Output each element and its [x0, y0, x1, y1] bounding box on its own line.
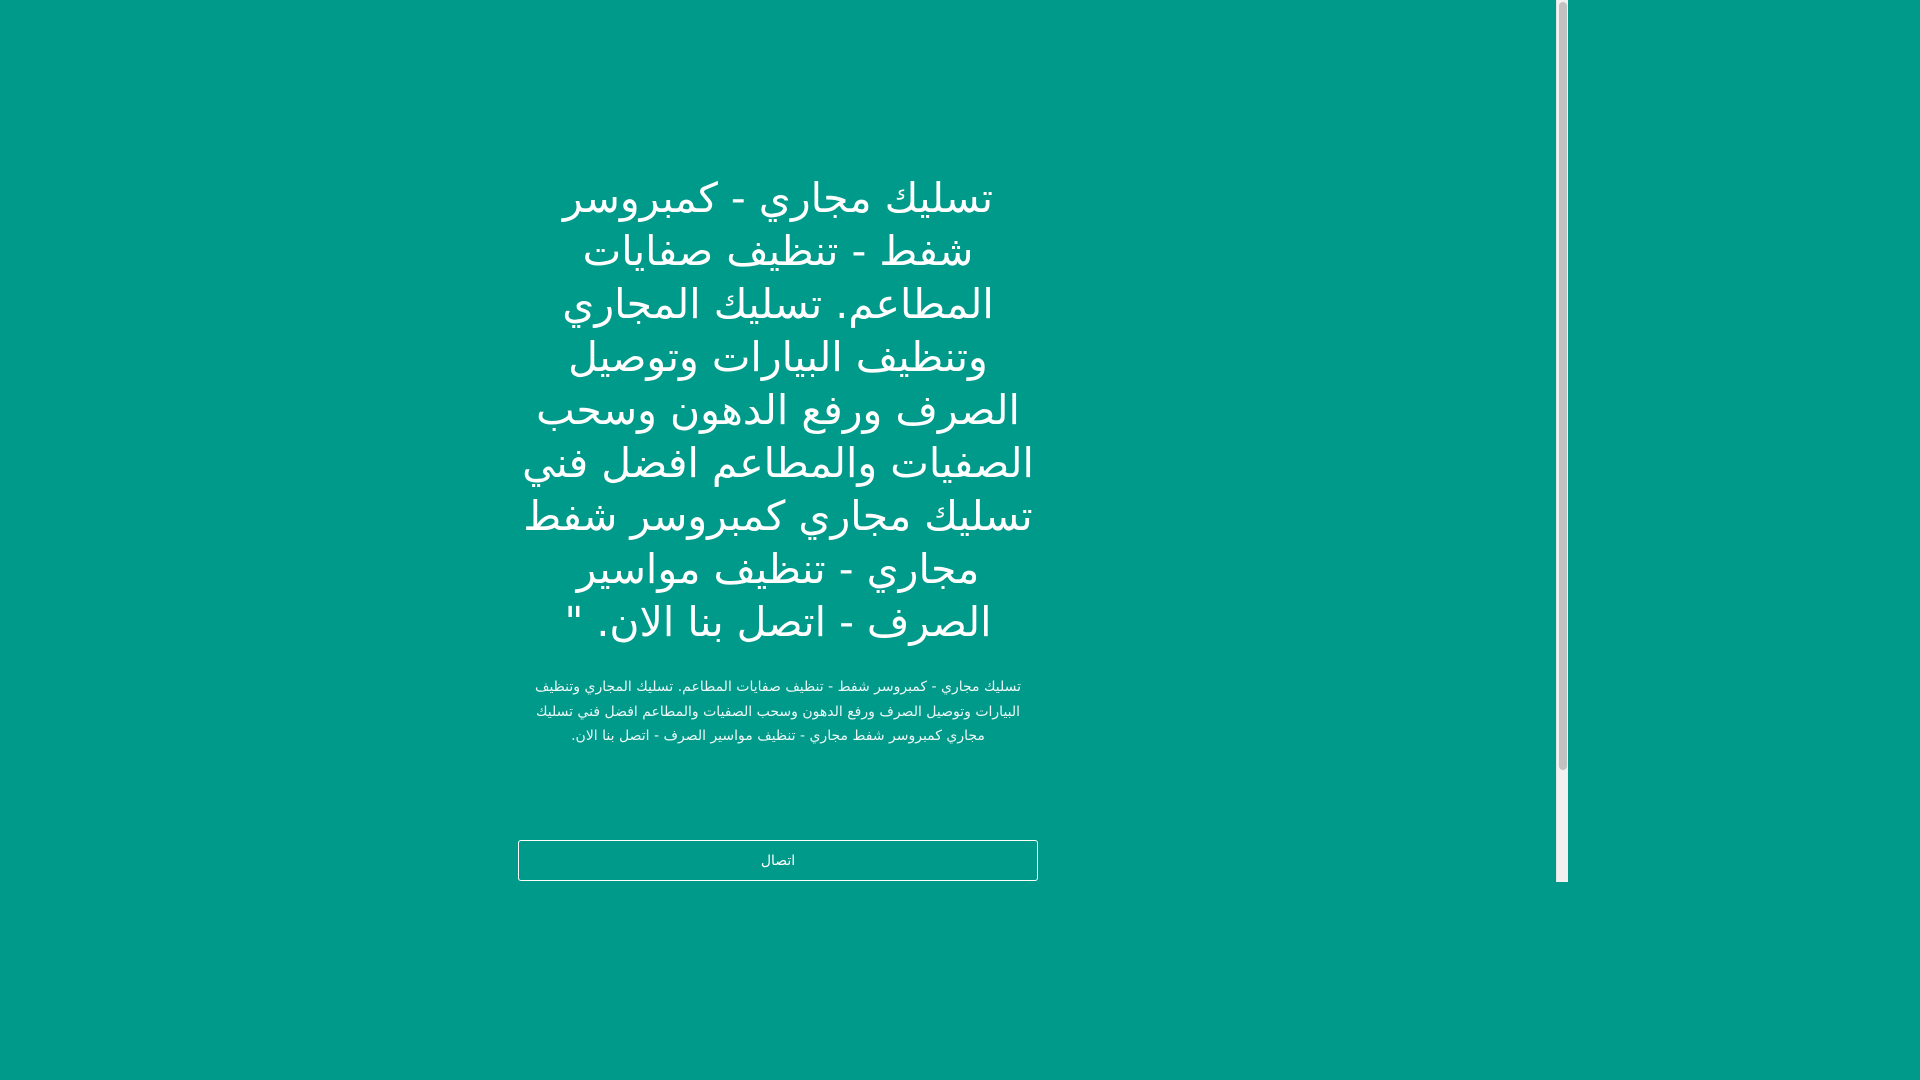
page-scrollbar[interactable]: [1556, 0, 1568, 882]
hero-section: [518, 172, 1038, 749]
hero-title: تسليك مجاري - كمبروسر شفط - تنظيف صفايات المطاعم. تسليك المجاري وتنظيف البيارات وتوصيل الصرف ورفع الدهون وسحب الصفيات والمطاعم افضل فني تسليك مجاري كمبروسر شفط مجاري - تنظيف مواسير الصرف - اتصل بنا الان. ": [522, 174, 1034, 646]
scrollbar-thumb[interactable]: [1559, 2, 1567, 770]
hero-description: تسليك مجاري - كمبروسر شفط - تنظيف صفايات المطاعم. تسليك المجاري وتنظيف البيارات وتوصيل الصرف ورفع الدهون وسحب الصفيات والمطاعم افضل فني تسليك مجاري كمبروسر شفط مجاري - تنظيف مواسير الصرف - اتصل بنا الان.: [534, 679, 1022, 744]
contact-button[interactable]: اتصال: [518, 840, 1038, 881]
